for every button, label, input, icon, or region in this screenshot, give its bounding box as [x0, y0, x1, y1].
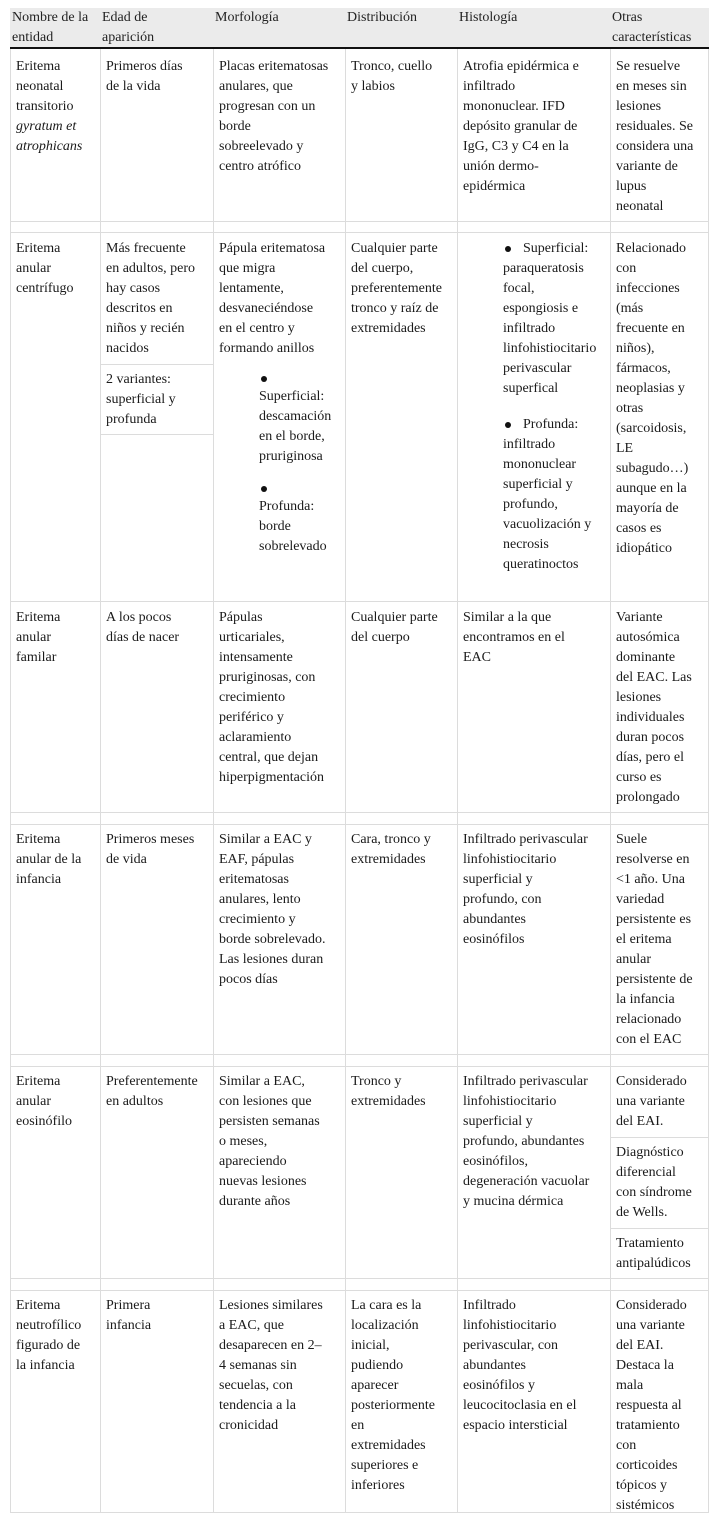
table-row-2-morphology	[219, 239, 345, 557]
row-divider	[10, 601, 709, 602]
table-row-3-morphology: Pápulas urticariales, intensamente pruriginosas, con crecimiento periférico y aclaramiento central, que dejan hiperpigmentación	[219, 610, 324, 785]
table-row-6-histology: Infiltrado linfohistiocitario perivascular, con abundantes eosinófilos y leucocitoclasia en el espacio intersticial	[463, 1298, 577, 1433]
entity-name: Eritema neonatal transitorio	[16, 59, 74, 114]
histology-bullet-superficial	[503, 239, 610, 399]
table-row-1-morphology: Placas eritematosas anulares, que progresan con un borde sobreelevado y centro atrófico	[219, 59, 329, 174]
header-otras: Otras características	[612, 10, 692, 45]
bullet-text: Profunda: borde sobrelevado	[259, 499, 327, 554]
grid-line	[345, 49, 346, 1513]
table-row-4-distribution: Cara, tronco y extremidades	[351, 832, 431, 867]
table-row-1-name	[16, 57, 100, 157]
table-row-4-age: Primeros meses de vida	[106, 832, 195, 867]
data-table	[10, 8, 709, 1513]
grid-line	[213, 49, 214, 1513]
table-row-6-distribution: La cara es la localización inicial, pudiendo aparecer posteriormente en extremidades superiores e inferiores	[351, 1298, 435, 1493]
table-row-6-other: Considerado una variante del EAI. Destaca la mala respuesta al tratamiento con corticoides tópicos y sistémicos	[616, 1298, 687, 1513]
grid-line	[100, 49, 101, 1513]
table-row-3-histology: Similar a la que encontramos en el EAC	[463, 610, 565, 665]
grid-line	[708, 49, 709, 1513]
table-row-2-age: Más frecuente en adultos, pero hay casos descritos en niños y recién nacidos	[106, 241, 196, 356]
morphology-text: Pápula eritematosa que migra lentamente, desvaneciéndose en el centro y formando anillos	[219, 241, 326, 356]
row-divider	[10, 812, 709, 813]
subcell-divider	[611, 1228, 708, 1229]
table-row-6-morphology: Lesiones similares a EAC, que desaparecen en 2– 4 semanas sin secuelas, con tendencia a la cronicidad	[219, 1298, 323, 1433]
table-row-5-other: Considerado una variante del EAI.	[616, 1074, 687, 1129]
table-row-5-other-treatment: Tratamiento antipalúdicos	[616, 1236, 691, 1271]
subcell-divider	[101, 364, 213, 365]
row-divider	[10, 1290, 709, 1291]
table-row-4-name: Eritema anular de la infancia	[16, 832, 82, 887]
row-divider	[10, 221, 709, 222]
table-row-5-name: Eritema anular eosinófilo	[16, 1074, 72, 1129]
table-row-2-histology	[463, 239, 610, 575]
row-divider	[10, 232, 709, 233]
bullet-text: infiltrado mononuclear superficial y profundo, vacuolización y necrosis queratinoctos	[503, 437, 592, 572]
grid-line	[10, 49, 11, 1513]
histology-bullet-profunda	[503, 415, 610, 575]
table-row-2-name: Eritema anular centrífugo	[16, 241, 74, 296]
grid-line	[610, 49, 611, 1513]
bullet-label: Superficial:	[523, 241, 589, 256]
header-distribucion: Distribución	[347, 10, 417, 25]
row-divider	[10, 1066, 709, 1067]
table-row-4-other: Suele resolverse en <1 año. Una variedad persistente es el eritema anular persistente de la infancia relacionado con el EAC	[616, 832, 693, 1047]
table-row-3-other: Variante autosómica dominante del EAC. Las lesiones individuales duran pocos días, pero el curso es prolongado	[616, 610, 692, 805]
bullet-icon	[261, 486, 267, 492]
table-row-5-distribution: Tronco y extremidades	[351, 1074, 426, 1109]
table-row-5-other-differential: Diagnóstico diferencial con síndrome de Wells.	[616, 1145, 692, 1220]
table-header	[10, 8, 709, 49]
table-row-3-distribution: Cualquier parte del cuerpo	[351, 610, 438, 645]
header-edad: Edad de aparición	[102, 10, 155, 45]
table-row-1-histology: Atrofia epidérmica e infiltrado mononuclear. IFD depósito granular de IgG, C3 y C4 en la unión dermo- epidérmica	[463, 59, 579, 194]
morphology-bullet-superficial	[259, 369, 345, 467]
table-row-5-age: Preferentemente en adultos	[106, 1074, 198, 1109]
grid-line	[457, 49, 458, 1513]
header-morfologia: Morfología	[215, 10, 279, 25]
table-row-2-other: Relacionado con infecciones (más frecuente en niños), fármacos, neoplasias y otras (sarcoidosis, LE subagudo…) aunque en la mayoría de casos es idiopático	[616, 241, 689, 556]
row-divider	[10, 1512, 709, 1513]
table-row-4-morphology: Similar a EAC y EAF, pápulas eritematosas anulares, lento crecimiento y borde sobrelevado. Las lesiones duran pocos días	[219, 832, 326, 987]
subcell-divider	[101, 434, 213, 435]
row-divider	[10, 1054, 709, 1055]
table-row-5-morphology: Similar a EAC, con lesiones que persisten semanas o meses, apareciendo nuevas lesiones durante años	[219, 1074, 320, 1209]
bullet-text: paraqueratosis focal, espongiosis e infiltrado linfohistiocitario perivascular superfical	[503, 261, 597, 396]
bullet-text: Superficial: descamación en el borde, pruriginosa	[259, 389, 332, 464]
table-row-4-histology: Infiltrado perivascular linfohistiocitario superficial y profundo, con abundantes eosinófilos	[463, 832, 588, 947]
table-row-3-age: A los pocos días de nacer	[106, 610, 180, 645]
row-divider	[10, 1278, 709, 1279]
table-row-1-age: Primeros días de la vida	[106, 59, 183, 94]
table-row-3-name: Eritema anular familar	[16, 610, 61, 665]
morphology-bullet-profunda	[259, 479, 345, 557]
bullet-icon	[505, 422, 511, 428]
subcell-divider	[611, 1137, 708, 1138]
row-divider	[10, 824, 709, 825]
table-row-6-age: Primera infancia	[106, 1298, 152, 1333]
table-row-2-age-variants: 2 variantes: superficial y profunda	[106, 372, 176, 427]
table-row-5-histology: Infiltrado perivascular linfohistiocitario superficial y profundo, abundantes eosinófilos, degeneración vacuolar y mucina dérmica	[463, 1074, 590, 1209]
bullet-icon	[505, 246, 511, 252]
table-row-2-distribution: Cualquier parte del cuerpo, preferentemente tronco y raíz de extremidades	[351, 241, 442, 336]
table-row-6-name: Eritema neutrofílico figurado de la infancia	[16, 1298, 82, 1373]
table-row-1-distribution: Tronco, cuello y labios	[351, 59, 433, 94]
entity-name-italic: gyratum et atrophicans	[16, 119, 83, 154]
header-nombre: Nombre de la entidad	[12, 10, 89, 45]
header-histologia: Histología	[459, 10, 518, 25]
bullet-label: Profunda:	[523, 417, 579, 432]
table-row-1-other: Se resuelve en meses sin lesiones residuales. Se considera una variante de lupus neonatal	[616, 59, 694, 214]
bullet-icon	[261, 376, 267, 382]
